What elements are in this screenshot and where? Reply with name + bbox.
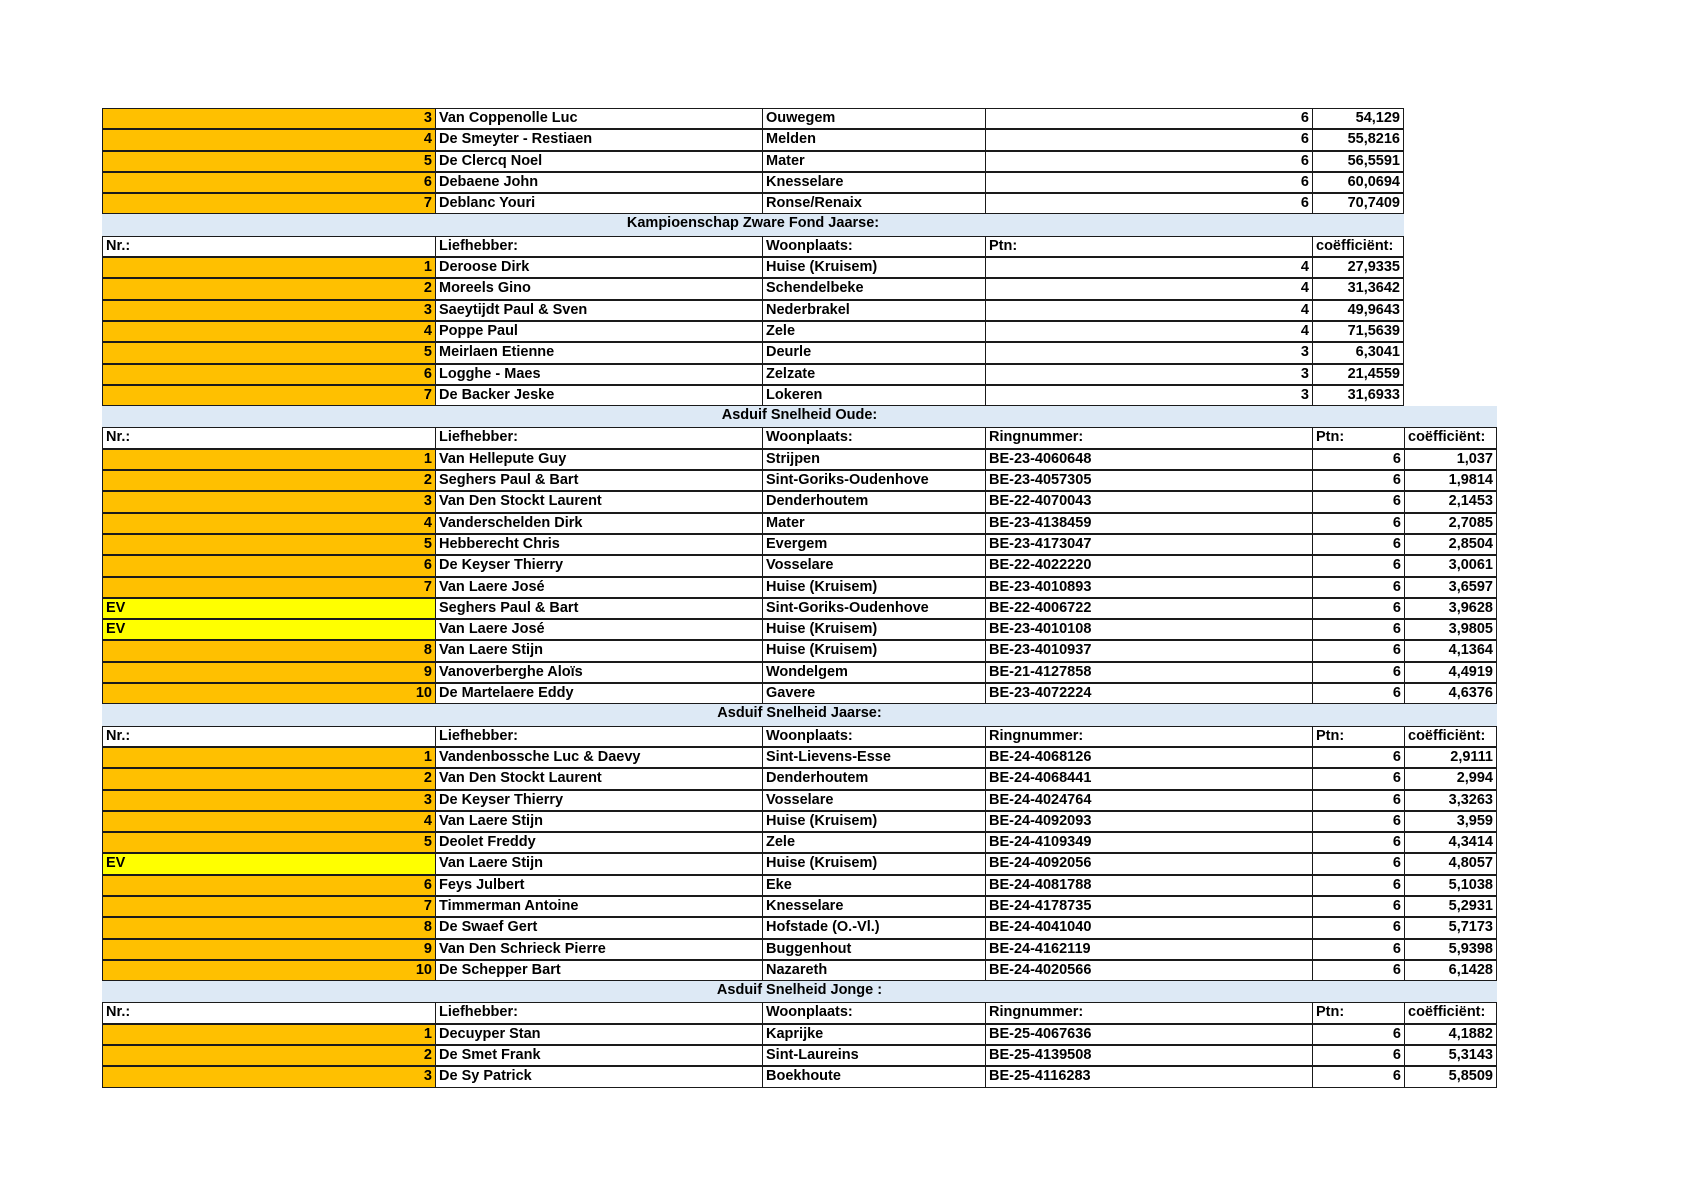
fancier-name: Van Den Schrieck Pierre [435, 939, 762, 960]
ring-number: BE-23-4057305 [985, 470, 1312, 491]
rank-cell: 10 [102, 960, 435, 981]
place-name: Vosselare [762, 790, 985, 811]
header-fancier: Liefhebber: [435, 1002, 762, 1023]
fancier-name: De Keyser Thierry [435, 790, 762, 811]
fancier-name: Seghers Paul & Bart [435, 598, 762, 619]
ring-number: BE-23-4010893 [985, 577, 1312, 598]
points: 6 [1312, 832, 1404, 853]
ring-number: BE-24-4162119 [985, 939, 1312, 960]
header-coefficient: coëfficiënt: [1404, 726, 1497, 747]
ring-number: BE-24-4092056 [985, 853, 1312, 874]
section-title: Asduif Snelheid Jonge : [102, 981, 1497, 1002]
coefficient: 2,994 [1404, 768, 1497, 789]
place-name: Kaprijke [762, 1024, 985, 1045]
points: 6 [985, 129, 1312, 150]
coefficient: 5,3143 [1404, 1045, 1497, 1066]
coefficient: 4,3414 [1404, 832, 1497, 853]
coefficient: 4,8057 [1404, 853, 1497, 874]
coefficient: 31,6933 [1312, 385, 1404, 406]
header-nr: Nr.: [102, 427, 435, 448]
rank-cell: 9 [102, 939, 435, 960]
rank-cell: 6 [102, 875, 435, 896]
coefficient: 5,8509 [1404, 1066, 1497, 1087]
place-name: Knesselare [762, 172, 985, 193]
rank-cell: 4 [102, 811, 435, 832]
fancier-name: De Keyser Thierry [435, 555, 762, 576]
coefficient: 27,9335 [1312, 257, 1404, 278]
header-ring: Ringnummer: [985, 726, 1312, 747]
points: 6 [1312, 1024, 1404, 1045]
rank-cell: 8 [102, 640, 435, 661]
points: 6 [1312, 449, 1404, 470]
points: 6 [985, 172, 1312, 193]
points: 6 [1312, 491, 1404, 512]
points: 6 [985, 193, 1312, 214]
points: 6 [1312, 917, 1404, 938]
coefficient: 3,959 [1404, 811, 1497, 832]
header-ring: Ringnummer: [985, 427, 1312, 448]
points: 6 [1312, 662, 1404, 683]
place-name: Nazareth [762, 960, 985, 981]
coefficient: 60,0694 [1312, 172, 1404, 193]
header-fancier: Liefhebber: [435, 427, 762, 448]
coefficient: 2,9111 [1404, 747, 1497, 768]
ring-number: BE-24-4041040 [985, 917, 1312, 938]
points: 6 [1312, 555, 1404, 576]
header-points: Ptn: [1312, 1002, 1404, 1023]
coefficient: 4,1364 [1404, 640, 1497, 661]
header-fancier: Liefhebber: [435, 726, 762, 747]
fancier-name: Van Laere José [435, 619, 762, 640]
place-name: Ronse/Renaix [762, 193, 985, 214]
points: 4 [985, 278, 1312, 299]
coefficient: 5,2931 [1404, 896, 1497, 917]
ring-number: BE-25-4139508 [985, 1045, 1312, 1066]
coefficient: 21,4559 [1312, 364, 1404, 385]
rank-cell: EV [102, 619, 435, 640]
coefficient: 2,8504 [1404, 534, 1497, 555]
fancier-name: Van Laere Stijn [435, 811, 762, 832]
coefficient: 2,7085 [1404, 513, 1497, 534]
ring-number: BE-25-4116283 [985, 1066, 1312, 1087]
header-points: Ptn: [1312, 726, 1404, 747]
place-name: Huise (Kruisem) [762, 811, 985, 832]
fancier-name: De Martelaere Eddy [435, 683, 762, 704]
points: 6 [1312, 577, 1404, 598]
ring-number: BE-23-4010937 [985, 640, 1312, 661]
rank-cell: 10 [102, 683, 435, 704]
rank-cell: 6 [102, 555, 435, 576]
rank-cell: 7 [102, 896, 435, 917]
ring-number: BE-24-4020566 [985, 960, 1312, 981]
place-name: Sint-Lievens-Esse [762, 747, 985, 768]
points: 6 [1312, 534, 1404, 555]
points: 6 [1312, 1045, 1404, 1066]
fancier-name: Poppe Paul [435, 321, 762, 342]
coefficient: 49,9643 [1312, 300, 1404, 321]
rank-cell: 5 [102, 151, 435, 172]
rank-cell: 4 [102, 321, 435, 342]
header-fancier: Liefhebber: [435, 236, 762, 257]
coefficient: 3,3263 [1404, 790, 1497, 811]
place-name: Buggenhout [762, 939, 985, 960]
fancier-name: Vanderschelden Dirk [435, 513, 762, 534]
coefficient: 54,129 [1312, 108, 1404, 129]
points: 6 [1312, 896, 1404, 917]
place-name: Sint-Goriks-Oudenhove [762, 470, 985, 491]
points: 3 [985, 364, 1312, 385]
place-name: Boekhoute [762, 1066, 985, 1087]
place-name: Ouwegem [762, 108, 985, 129]
fancier-name: Van Laere Stijn [435, 640, 762, 661]
points: 6 [1312, 875, 1404, 896]
ring-number: BE-22-4006722 [985, 598, 1312, 619]
rank-cell: 4 [102, 129, 435, 150]
place-name: Eke [762, 875, 985, 896]
points: 6 [1312, 640, 1404, 661]
coefficient: 70,7409 [1312, 193, 1404, 214]
rank-cell: 3 [102, 300, 435, 321]
ring-number: BE-21-4127858 [985, 662, 1312, 683]
place-name: Deurle [762, 342, 985, 363]
points: 6 [1312, 470, 1404, 491]
rank-cell: 1 [102, 257, 435, 278]
fancier-name: Deroose Dirk [435, 257, 762, 278]
rank-cell: 3 [102, 491, 435, 512]
points: 4 [985, 300, 1312, 321]
rank-cell: 9 [102, 662, 435, 683]
coefficient: 3,6597 [1404, 577, 1497, 598]
rank-cell: 2 [102, 768, 435, 789]
fancier-name: Van Den Stockt Laurent [435, 491, 762, 512]
place-name: Denderhoutem [762, 491, 985, 512]
points: 6 [1312, 513, 1404, 534]
header-nr: Nr.: [102, 726, 435, 747]
section-title: Kampioenschap Zware Fond Jaarse: [102, 214, 1404, 235]
rank-cell: 1 [102, 449, 435, 470]
header-nr: Nr.: [102, 1002, 435, 1023]
fancier-name: De Swaef Gert [435, 917, 762, 938]
fancier-name: Timmerman Antoine [435, 896, 762, 917]
header-points: Ptn: [985, 236, 1312, 257]
points: 6 [1312, 811, 1404, 832]
fancier-name: De Backer Jeske [435, 385, 762, 406]
ring-number: BE-22-4070043 [985, 491, 1312, 512]
fancier-name: Vandenbossche Luc & Daevy [435, 747, 762, 768]
rank-cell: 7 [102, 193, 435, 214]
points: 6 [985, 108, 1312, 129]
points: 6 [1312, 853, 1404, 874]
points: 6 [1312, 683, 1404, 704]
points: 6 [1312, 747, 1404, 768]
place-name: Nederbrakel [762, 300, 985, 321]
points: 3 [985, 385, 1312, 406]
points: 6 [1312, 939, 1404, 960]
fancier-name: Vanoverberghe Aloïs [435, 662, 762, 683]
fancier-name: De Smeyter - Restiaen [435, 129, 762, 150]
header-place: Woonplaats: [762, 1002, 985, 1023]
place-name: Sint-Goriks-Oudenhove [762, 598, 985, 619]
place-name: Hofstade (O.-Vl.) [762, 917, 985, 938]
rank-cell: 5 [102, 342, 435, 363]
coefficient: 6,1428 [1404, 960, 1497, 981]
place-name: Strijpen [762, 449, 985, 470]
coefficient: 3,0061 [1404, 555, 1497, 576]
fancier-name: De Schepper Bart [435, 960, 762, 981]
header-coefficient: coëfficiënt: [1404, 427, 1497, 448]
rank-cell: 2 [102, 1045, 435, 1066]
fancier-name: Feys Julbert [435, 875, 762, 896]
place-name: Sint-Laureins [762, 1045, 985, 1066]
section-title: Asduif Snelheid Jaarse: [102, 704, 1497, 725]
points: 6 [1312, 960, 1404, 981]
ring-number: BE-24-4068126 [985, 747, 1312, 768]
coefficient: 1,037 [1404, 449, 1497, 470]
fancier-name: Deblanc Youri [435, 193, 762, 214]
fancier-name: Van Laere José [435, 577, 762, 598]
ring-number: BE-24-4178735 [985, 896, 1312, 917]
place-name: Zelzate [762, 364, 985, 385]
rank-cell: 2 [102, 278, 435, 299]
rank-cell: 1 [102, 1024, 435, 1045]
fancier-name: De Smet Frank [435, 1045, 762, 1066]
rank-cell: 3 [102, 108, 435, 129]
section-title: Asduif Snelheid Oude: [102, 406, 1497, 427]
rank-cell: 1 [102, 747, 435, 768]
points: 4 [985, 257, 1312, 278]
fancier-name: Debaene John [435, 172, 762, 193]
fancier-name: Meirlaen Etienne [435, 342, 762, 363]
place-name: Zele [762, 832, 985, 853]
points: 6 [1312, 598, 1404, 619]
fancier-name: Van Hellepute Guy [435, 449, 762, 470]
rank-cell: 8 [102, 917, 435, 938]
place-name: Huise (Kruisem) [762, 577, 985, 598]
fancier-name: Hebberecht Chris [435, 534, 762, 555]
ring-number: BE-22-4022220 [985, 555, 1312, 576]
coefficient: 5,7173 [1404, 917, 1497, 938]
coefficient: 3,9805 [1404, 619, 1497, 640]
ring-number: BE-24-4068441 [985, 768, 1312, 789]
ring-number: BE-23-4072224 [985, 683, 1312, 704]
fancier-name: Deolet Freddy [435, 832, 762, 853]
rank-cell: 6 [102, 172, 435, 193]
coefficient: 1,9814 [1404, 470, 1497, 491]
header-points: Ptn: [1312, 427, 1404, 448]
rank-cell: 7 [102, 577, 435, 598]
fancier-name: De Clercq Noel [435, 151, 762, 172]
fancier-name: Van Coppenolle Luc [435, 108, 762, 129]
place-name: Huise (Kruisem) [762, 640, 985, 661]
place-name: Gavere [762, 683, 985, 704]
place-name: Huise (Kruisem) [762, 257, 985, 278]
place-name: Mater [762, 151, 985, 172]
coefficient: 71,5639 [1312, 321, 1404, 342]
coefficient: 2,1453 [1404, 491, 1497, 512]
coefficient: 56,5591 [1312, 151, 1404, 172]
place-name: Huise (Kruisem) [762, 619, 985, 640]
place-name: Denderhoutem [762, 768, 985, 789]
fancier-name: Moreels Gino [435, 278, 762, 299]
ring-number: BE-23-4060648 [985, 449, 1312, 470]
place-name: Schendelbeke [762, 278, 985, 299]
rank-cell: EV [102, 853, 435, 874]
rank-cell: EV [102, 598, 435, 619]
place-name: Huise (Kruisem) [762, 853, 985, 874]
header-place: Woonplaats: [762, 726, 985, 747]
place-name: Lokeren [762, 385, 985, 406]
ring-number: BE-23-4173047 [985, 534, 1312, 555]
rank-cell: 2 [102, 470, 435, 491]
header-ring: Ringnummer: [985, 1002, 1312, 1023]
place-name: Melden [762, 129, 985, 150]
rank-cell: 5 [102, 832, 435, 853]
ring-number: BE-23-4010108 [985, 619, 1312, 640]
ring-number: BE-24-4024764 [985, 790, 1312, 811]
points: 6 [1312, 619, 1404, 640]
coefficient: 6,3041 [1312, 342, 1404, 363]
points: 4 [985, 321, 1312, 342]
rank-cell: 3 [102, 790, 435, 811]
fancier-name: Decuyper Stan [435, 1024, 762, 1045]
points: 3 [985, 342, 1312, 363]
coefficient: 3,9628 [1404, 598, 1497, 619]
place-name: Knesselare [762, 896, 985, 917]
place-name: Mater [762, 513, 985, 534]
place-name: Evergem [762, 534, 985, 555]
coefficient: 4,4919 [1404, 662, 1497, 683]
fancier-name: Logghe - Maes [435, 364, 762, 385]
coefficient: 4,1882 [1404, 1024, 1497, 1045]
header-coefficient: coëfficiënt: [1312, 236, 1404, 257]
ring-number: BE-24-4081788 [985, 875, 1312, 896]
rank-cell: 4 [102, 513, 435, 534]
header-nr: Nr.: [102, 236, 435, 257]
ring-number: BE-23-4138459 [985, 513, 1312, 534]
rank-cell: 7 [102, 385, 435, 406]
header-coefficient: coëfficiënt: [1404, 1002, 1497, 1023]
points: 6 [985, 151, 1312, 172]
coefficient: 5,1038 [1404, 875, 1497, 896]
rank-cell: 6 [102, 364, 435, 385]
points: 6 [1312, 790, 1404, 811]
coefficient: 31,3642 [1312, 278, 1404, 299]
rank-cell: 5 [102, 534, 435, 555]
coefficient: 4,6376 [1404, 683, 1497, 704]
fancier-name: Van Den Stockt Laurent [435, 768, 762, 789]
ring-number: BE-24-4109349 [985, 832, 1312, 853]
header-place: Woonplaats: [762, 427, 985, 448]
coefficient: 5,9398 [1404, 939, 1497, 960]
points: 6 [1312, 1066, 1404, 1087]
ring-number: BE-24-4092093 [985, 811, 1312, 832]
rank-cell: 3 [102, 1066, 435, 1087]
fancier-name: De Sy Patrick [435, 1066, 762, 1087]
coefficient: 55,8216 [1312, 129, 1404, 150]
points: 6 [1312, 768, 1404, 789]
header-place: Woonplaats: [762, 236, 985, 257]
ring-number: BE-25-4067636 [985, 1024, 1312, 1045]
place-name: Wondelgem [762, 662, 985, 683]
fancier-name: Seghers Paul & Bart [435, 470, 762, 491]
place-name: Zele [762, 321, 985, 342]
place-name: Vosselare [762, 555, 985, 576]
fancier-name: Van Laere Stijn [435, 853, 762, 874]
fancier-name: Saeytijdt Paul & Sven [435, 300, 762, 321]
